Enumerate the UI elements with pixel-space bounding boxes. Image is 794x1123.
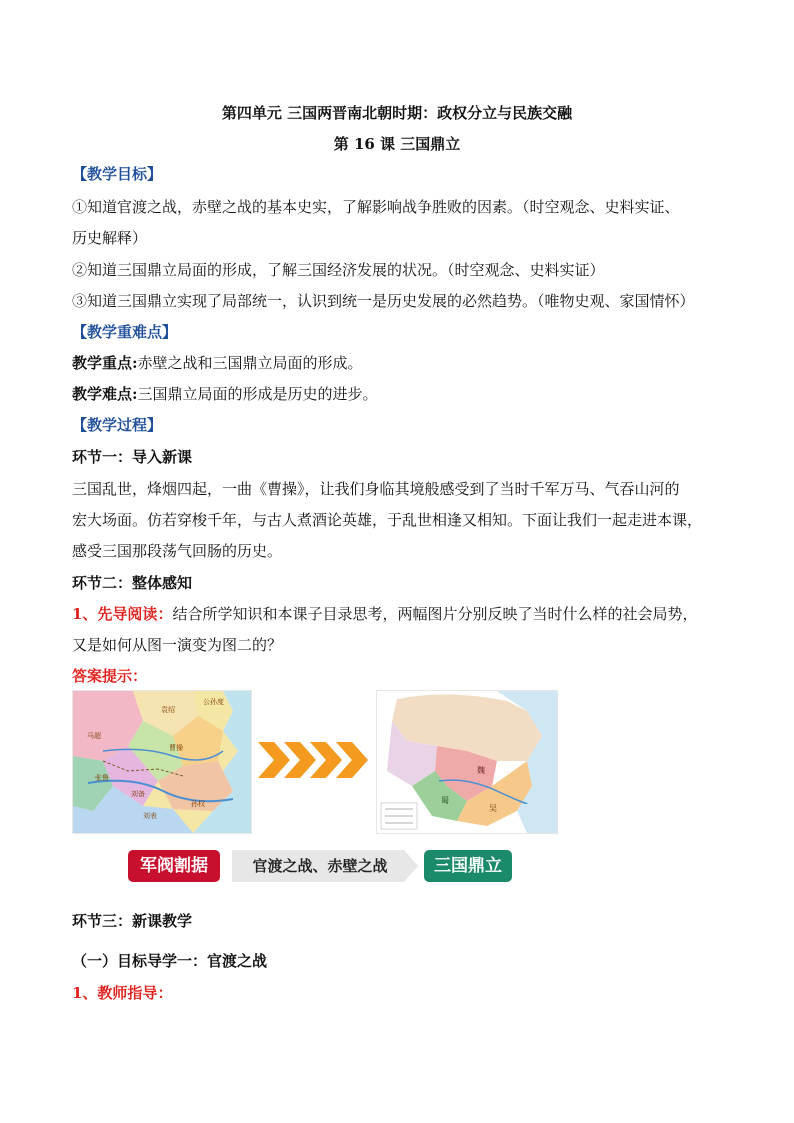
objective-2: ②知道三国鼎立局面的形成，了解三国经济发展的状况。（时空观念、史料实证）: [72, 261, 605, 279]
objective-1-line-1: ①知道官渡之战，赤壁之战的基本史实，了解影响战争胜败的因素。（时空观念、史料实证、: [72, 198, 680, 216]
transition-chevron-arrows: [258, 738, 374, 782]
step-3-title: 环节三：新课教学: [72, 912, 193, 930]
teaching-difficulty-text: 三国鼎立局面的形成是历史的进步。: [137, 385, 378, 403]
answer-hint-label: 答案提示：: [72, 667, 148, 685]
key-points-heading: 【教学重难点】: [72, 323, 178, 341]
teaching-difficulty: [72, 383, 378, 404]
map1-label-gongsundu: 公孙度: [203, 698, 224, 706]
teaching-focus: [72, 352, 363, 373]
teaching-difficulty-label: 教学难点:: [72, 385, 138, 403]
teacher-guidance: 1、教师指导：: [72, 984, 173, 1002]
reading-label: 1、先导阅读：: [72, 605, 173, 623]
reading-line-1: [72, 603, 697, 624]
lesson-title: 第 16 课 三国鼎立: [333, 135, 461, 153]
objective-1-line-2: 历史解释）: [72, 229, 148, 247]
map2-label-wu: 吴: [489, 804, 497, 813]
step-1-title: 环节一：导入新课: [72, 448, 193, 466]
map1-label-liubei: 刘备: [131, 790, 145, 798]
step-1-line-2: 宏大场面。仿若穿梭千年，与古人煮酒论英雄，于乱世相逢又相知。下面让我们一起走进本课，: [72, 511, 703, 529]
objective-3: ③知道三国鼎立实现了局部统一，认识到统一是历史发展的必然趋势。（唯物史观、家国情怀）: [72, 292, 695, 310]
three-kingdoms-tag: 三国鼎立: [424, 850, 512, 882]
map1-label-liubiao: 刘表: [143, 812, 157, 820]
unit-title: 第四单元 三国两晋南北朝时期：政权分立与民族交融: [221, 104, 573, 122]
map2-label-shu: 蜀: [441, 796, 449, 805]
teaching-focus-text: 赤壁之战和三国鼎立局面的形成。: [137, 354, 363, 372]
chevron-arrow-icon: [258, 742, 290, 778]
reading-line-2: 又是如何从图一演变为图二的？: [72, 636, 283, 654]
reading-text: 结合所学知识和本课子目录思考，两幅图片分别反映了当时什么样的社会局势，: [172, 605, 698, 623]
objectives-heading: 【教学目标】: [72, 165, 163, 183]
subsection-guandu: （一）目标导学一：官渡之战: [72, 952, 268, 970]
three-kingdoms-map-drawing: [377, 691, 557, 833]
battles-label: 官渡之战、赤壁之战: [252, 857, 388, 875]
map2-label-wei: 魏: [477, 766, 485, 775]
step-1-line-3: 感受三国那段荡气回肠的历史。: [72, 542, 283, 560]
three-kingdoms-map-image: [376, 690, 558, 834]
warlord-map-image: [72, 690, 252, 834]
map1-label-machao: 马超: [87, 732, 101, 740]
map1-label-caocao: 曹操: [169, 744, 183, 752]
map1-label-zhanglu: 张鲁: [95, 774, 109, 782]
map1-label-sunquan: 孙权: [191, 800, 205, 808]
step-2-title: 环节二：整体感知: [72, 574, 193, 592]
process-heading: 【教学过程】: [72, 416, 163, 434]
step-1-line-1: 三国乱世，烽烟四起，一曲《曹操》，让我们身临其境般感受到了当时千军万马、气吞山河的: [72, 480, 680, 498]
warlord-separatism-tag: 军阀割据: [128, 850, 220, 882]
map1-label-yuanshao: 袁绍: [161, 706, 175, 714]
teaching-focus-label: 教学重点:: [72, 354, 138, 372]
